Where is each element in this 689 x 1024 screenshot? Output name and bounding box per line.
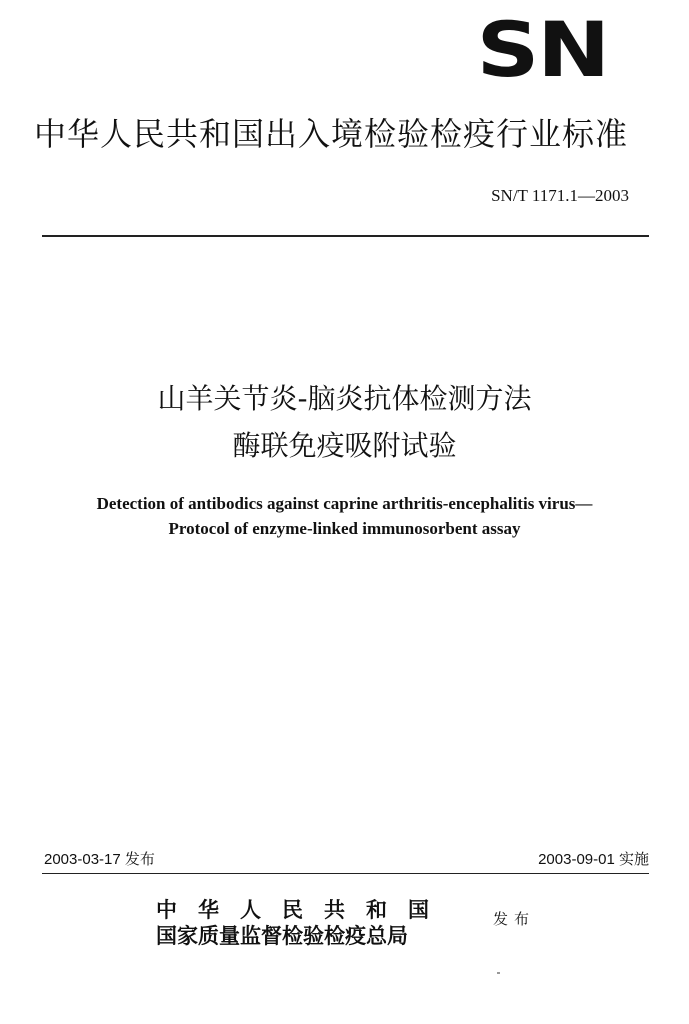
implement-date: 2003-09-01 实施 (538, 851, 649, 868)
publisher-line1: 中华人民共和国 (156, 897, 450, 922)
publisher-line2: 国家质量监督检验检疫总局 (156, 923, 408, 948)
title-zh-line2: 酶联免疫吸附试验 (232, 429, 457, 462)
sn-logo: SN (476, 5, 608, 94)
title-en-line1: Detection of antibodics against caprine arthritis-encephalitis virus— (96, 494, 593, 513)
publish-label: 发布 (493, 910, 536, 928)
scan-speck (497, 972, 500, 974)
footer-divider (42, 873, 649, 874)
org-title: 中华人民共和国出入境检验检疫行业标准 (34, 115, 629, 153)
header-divider (42, 235, 649, 237)
title-en-line2: Protocol of enzyme-linked immunosorbent assay (168, 519, 521, 538)
issue-date: 2003-03-17 发布 (44, 851, 155, 868)
standard-code: SN/T 1171.1—2003 (491, 186, 629, 205)
title-zh-line1: 山羊关节炎-脑炎抗体检测方法 (157, 382, 532, 415)
